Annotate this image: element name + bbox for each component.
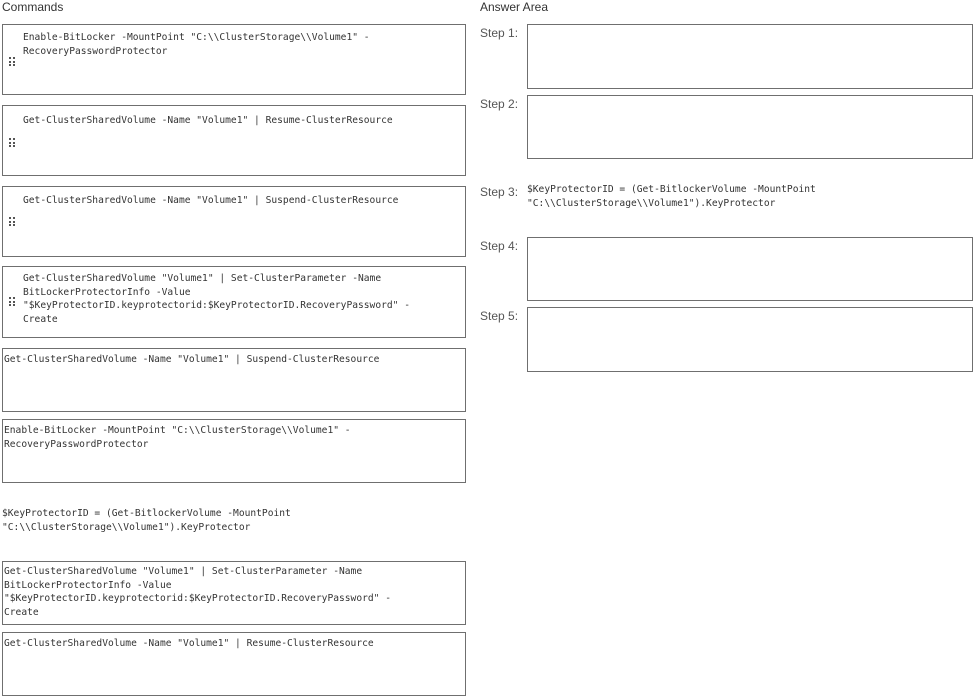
- answer-block-text: Enable-BitLocker -MountPoint "C:\\ClusterStorage\\Volume1" - RecoveryPasswordProtector: [4, 425, 351, 450]
- answer-block-text: $KeyProtectorID = (Get-BitlockerVolume -MountPoint "C:\\ClusterStorage\\Volume1").KeyProtector: [2, 508, 291, 533]
- command-tile[interactable]: [2, 266, 466, 338]
- answer-block-text: Get-ClusterSharedVolume -Name "Volume1" | Resume-ClusterResource: [4, 638, 374, 649]
- step-5-dropzone[interactable]: [527, 307, 973, 372]
- step-1-label: Step 1:: [480, 26, 519, 40]
- answer-block[interactable]: [2, 632, 466, 696]
- step-1-dropzone[interactable]: [527, 24, 973, 89]
- command-tile[interactable]: [2, 186, 466, 257]
- command-text: Get-ClusterSharedVolume -Name "Volume1" | Suspend-ClusterResource: [23, 195, 399, 206]
- step-5-label: Step 5:: [480, 309, 519, 323]
- answer-block-text: Get-ClusterSharedVolume "Volume1" | Set-ClusterParameter -Name BitLockerProtectorInfo -Value "$KeyProtectorID.keyprotectorid:$KeyProtectorID.RecoveryPassword" - Create: [4, 566, 391, 618]
- step-4-label: Step 4:: [480, 239, 519, 253]
- command-text: Get-ClusterSharedVolume "Volume1" | Set-ClusterParameter -Name BitLockerProtectorInfo -Value "$KeyProtectorID.keyprotectorid:$KeyProtectorID.RecoveryPassword" - Create: [23, 273, 410, 325]
- step-3-content: $KeyProtectorID = (Get-BitlockerVolume -MountPoint "C:\\ClusterStorage\\Volume1").KeyProtector: [527, 184, 816, 209]
- answer-area-header: Answer Area: [480, 0, 549, 14]
- drag-handle-icon[interactable]: [9, 57, 15, 66]
- step-3-label: Step 3:: [480, 185, 519, 199]
- command-tile[interactable]: [2, 105, 466, 176]
- answer-block-text: Get-ClusterSharedVolume -Name "Volume1" | Suspend-ClusterResource: [4, 354, 380, 365]
- step-2-label: Step 2:: [480, 97, 519, 111]
- command-tile[interactable]: [2, 24, 466, 95]
- step-2-dropzone[interactable]: [527, 95, 973, 159]
- answer-block[interactable]: [2, 561, 466, 625]
- answer-block[interactable]: [2, 419, 466, 483]
- answer-block[interactable]: [2, 507, 466, 534]
- step-3-dropzone[interactable]: [527, 183, 973, 210]
- drag-handle-icon[interactable]: [9, 297, 15, 306]
- drag-handle-icon[interactable]: [9, 138, 15, 147]
- commands-header: Commands: [2, 0, 64, 14]
- command-text: Get-ClusterSharedVolume -Name "Volume1" | Resume-ClusterResource: [23, 115, 393, 126]
- drag-handle-icon[interactable]: [9, 217, 15, 226]
- answer-block[interactable]: [2, 348, 466, 412]
- step-4-dropzone[interactable]: [527, 237, 973, 301]
- command-text: Enable-BitLocker -MountPoint "C:\\ClusterStorage\\Volume1" - RecoveryPasswordProtector: [23, 32, 370, 57]
